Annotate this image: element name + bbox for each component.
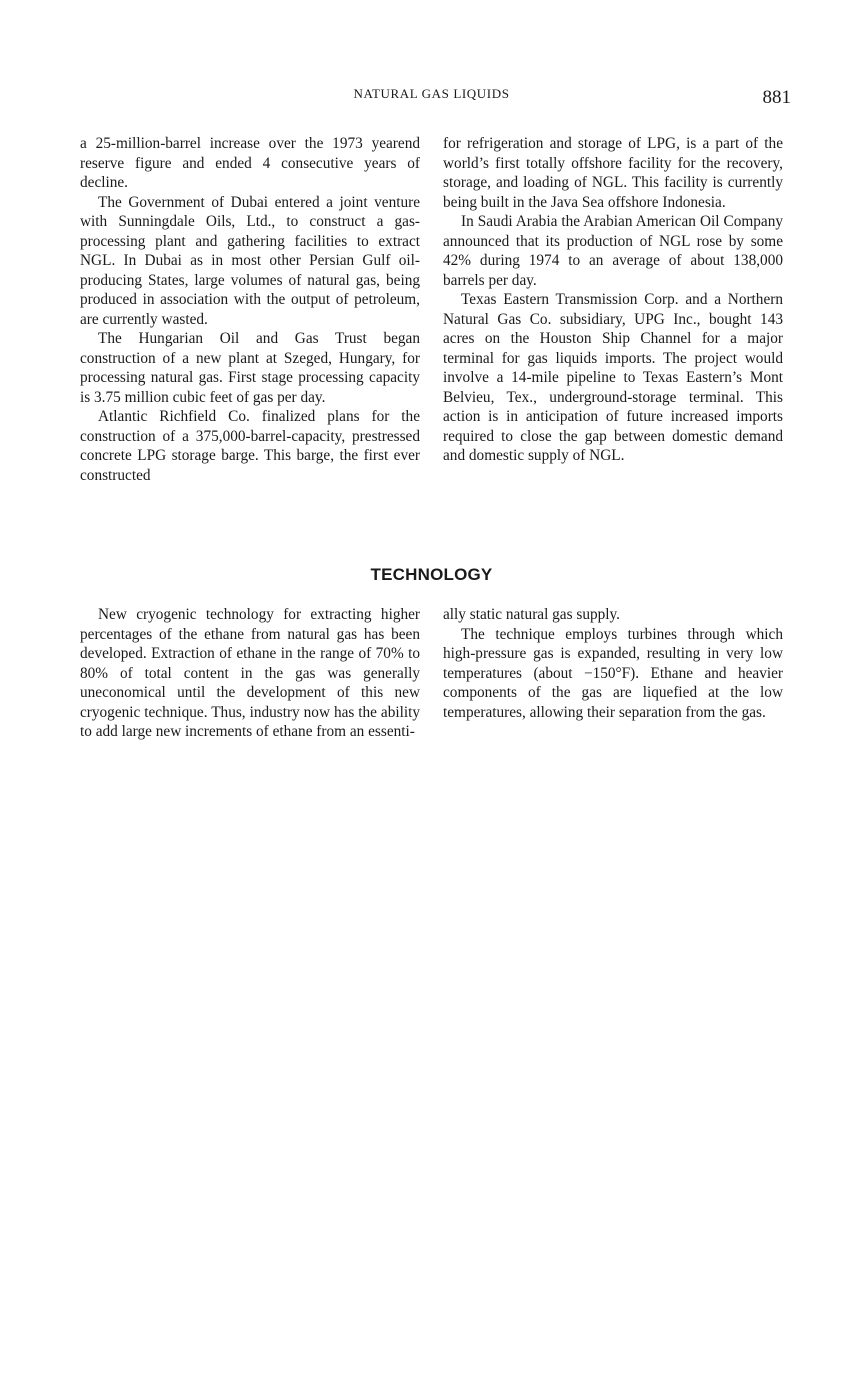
- left-column-bottom: [80, 605, 420, 742]
- right-column-bottom: [443, 605, 783, 722]
- paragraph-dubai: The Government of Dubai entered a joint venture with Sunningdale Oils, Ltd., to construct a gas-processing plant and gathering facilities to extract NGL. In Dubai as in most other Persian Gulf oil-producing States, large volumes of natural gas, being produced in association with the output of petroleum, are currently wasted.: [80, 193, 420, 328]
- page-number: 881: [762, 87, 791, 108]
- paragraph-hungary: The Hungarian Oil and Gas Trust began construction of a new plant at Szeged, Hungary, for processing natural gas. First stage processing capacity is 3.75 million cubic feet of gas per day.: [80, 330, 420, 406]
- paragraph-lpg-barge-continued: for refrigeration and storage of LPG, is a part of the world’s first totally offshore facility for the recovery, storage, and loading of NGL. This facility is currently being built in the Java Sea offshore Indonesia.: [443, 135, 783, 211]
- paragraph-cryogenic-continued: ally static natural gas supply.: [443, 606, 621, 623]
- right-column-top: [443, 134, 783, 466]
- paragraph-reserve-increase: a 25-million-barrel increase over the 1973 yearend reserve figure and ended 4 consecutive years of decline.: [80, 135, 420, 191]
- section-heading-technology: TECHNOLOGY: [370, 565, 493, 584]
- running-title: NATURAL GAS LIQUIDS: [353, 86, 510, 101]
- paragraph-cryogenic-technology: New cryogenic technology for extracting higher percentages of the ethane from natural gas has been developed. Extraction of ethane in the range of 70% to 80% of total content in the gas was generally uneconomical until the development of this new cryogenic technique. Thus, industry now has the ability to add large new increments of ethane from an essenti-: [80, 606, 420, 740]
- left-column-top: [80, 134, 420, 485]
- paragraph-atlantic-richfield: Atlantic Richfield Co. finalized plans for the construction of a 375,000-barrel-capacity, prestressed concrete LPG storage barge. This barge, the first ever constructed: [80, 408, 420, 484]
- paragraph-turbine-technique: The technique employs turbines through which high-pressure gas is expanded, resulting in very low temperatures (about −150°F). Ethane and heavier components of the gas are liquefied at the low temperatures, allowing their separation from the gas.: [443, 625, 783, 721]
- paragraph-saudi-arabia: In Saudi Arabia the Arabian American Oil Company announced that its production of NGL rose by some 42% during 1974 to an average of about 138,000 barrels per day.: [443, 213, 783, 289]
- paragraph-texas-eastern: Texas Eastern Transmission Corp. and a Northern Natural Gas Co. subsidiary, UPG Inc., bought 143 acres on the Houston Ship Channel for a major terminal for gas liquids imports. The project would involve a 14-mile pipeline to Texas Eastern’s Mont Belvieu, Tex., underground-storage terminal. This action is in anticipation of future increased imports required to close the gap between domestic demand and domestic supply of NGL.: [443, 291, 783, 464]
